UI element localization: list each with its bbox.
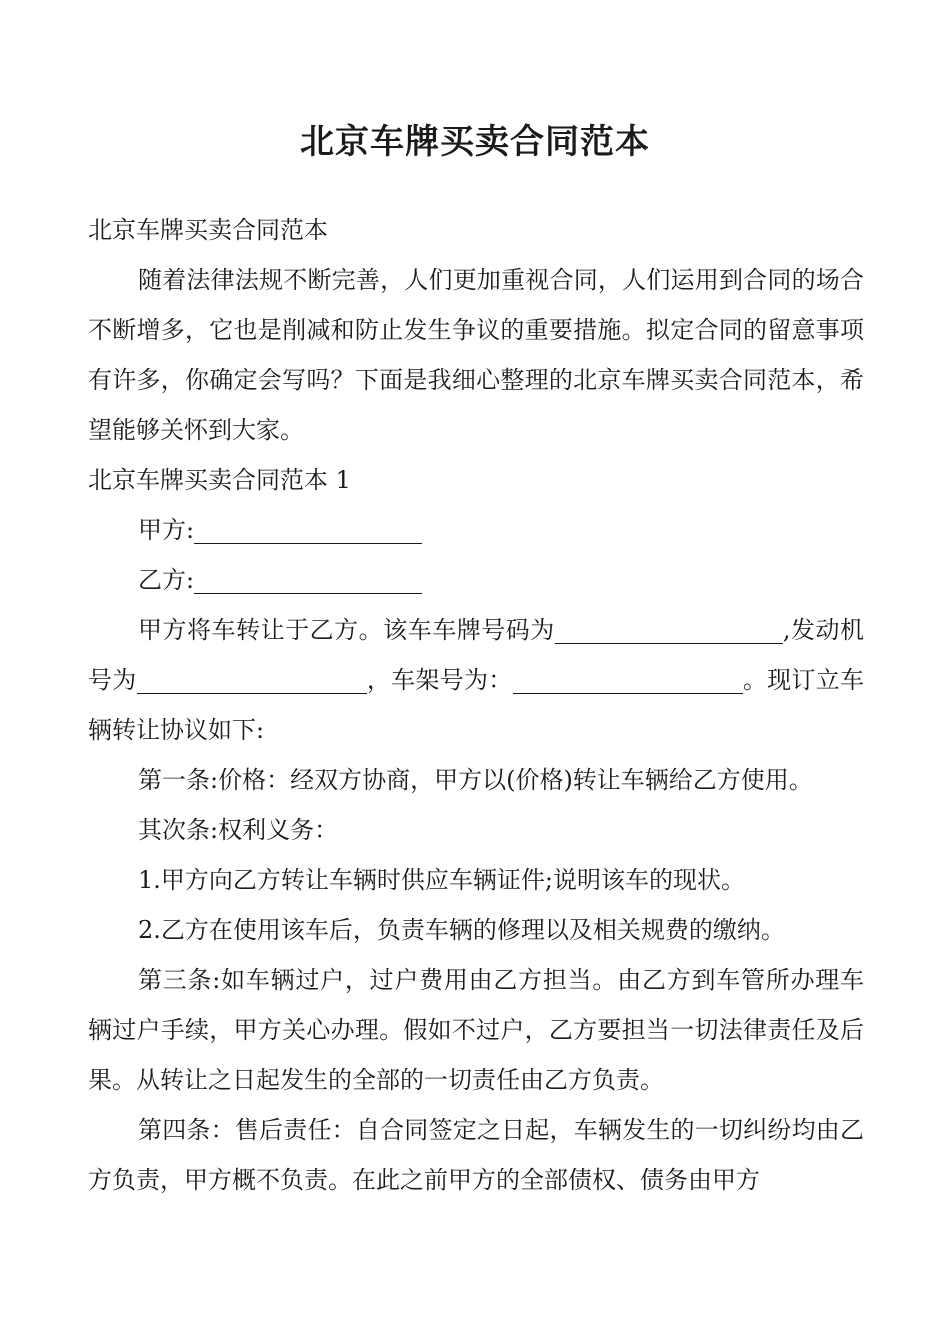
clause-2: 其次条:权利义务： xyxy=(138,816,339,844)
party-b-label: 乙方: xyxy=(138,566,195,594)
party-b-line xyxy=(88,555,864,605)
engine-number-blank xyxy=(137,663,367,694)
document-body xyxy=(88,205,864,1205)
frame-number-blank xyxy=(513,663,743,694)
party-a-label: 甲方: xyxy=(138,516,195,544)
party-a-blank xyxy=(194,513,422,544)
clause-4: 第四条：售后责任：自合同签定之日起，车辆发生的一切纠纷均由乙方负责，甲方概不负责。在此之前甲方的全部债权、债务由甲方 xyxy=(88,1116,864,1194)
party-a-line xyxy=(88,505,864,555)
transfer-paragraph xyxy=(88,605,864,755)
clause-3: 第三条:如车辆过户，过户费用由乙方担当。由乙方到车管所办理车辆过户手续，甲方关心办理。假如不过户，乙方要担当一切法律责任及后果。从转让之日起发生的全部的一切责任由乙方负责。 xyxy=(88,966,864,1094)
transfer-text-3: ，车架号为： xyxy=(366,666,513,694)
document-subtitle: 北京车牌买卖合同范本 xyxy=(88,216,328,244)
transfer-text-1: 甲方将车转让于乙方。该车车牌号码为 xyxy=(138,616,555,644)
transfer-text-2: ,发动机号为 xyxy=(88,616,864,694)
transfer-text-4: 。现订立车辆转让协议如下: xyxy=(88,666,865,744)
clause-1: 第一条:价格：经双方协商，甲方以(价格)转让车辆给乙方使用。 xyxy=(138,766,813,794)
clause-2-item-1: 1.甲方向乙方转让车辆时供应车辆证件;说明该车的现状。 xyxy=(138,866,745,894)
clause-2-item-2: 2.乙方在使用该车后，负责车辆的修理以及相关规费的缴纳。 xyxy=(138,916,785,944)
document-title: 北京车牌买卖合同范本 xyxy=(300,122,650,162)
plate-number-blank xyxy=(555,613,783,644)
section-heading: 北京车牌买卖合同范本 1 xyxy=(88,466,351,494)
intro-paragraph: 随着法律法规不断完善，人们更加重视合同，人们运用到合同的场合不断增多，它也是削减和防止发生争议的重要措施。拟定合同的留意事项有许多，你确定会写吗？下面是我细心整理的北京车牌买卖合同范本，希望能够关怀到大家。 xyxy=(88,266,864,444)
party-b-blank xyxy=(194,563,422,594)
